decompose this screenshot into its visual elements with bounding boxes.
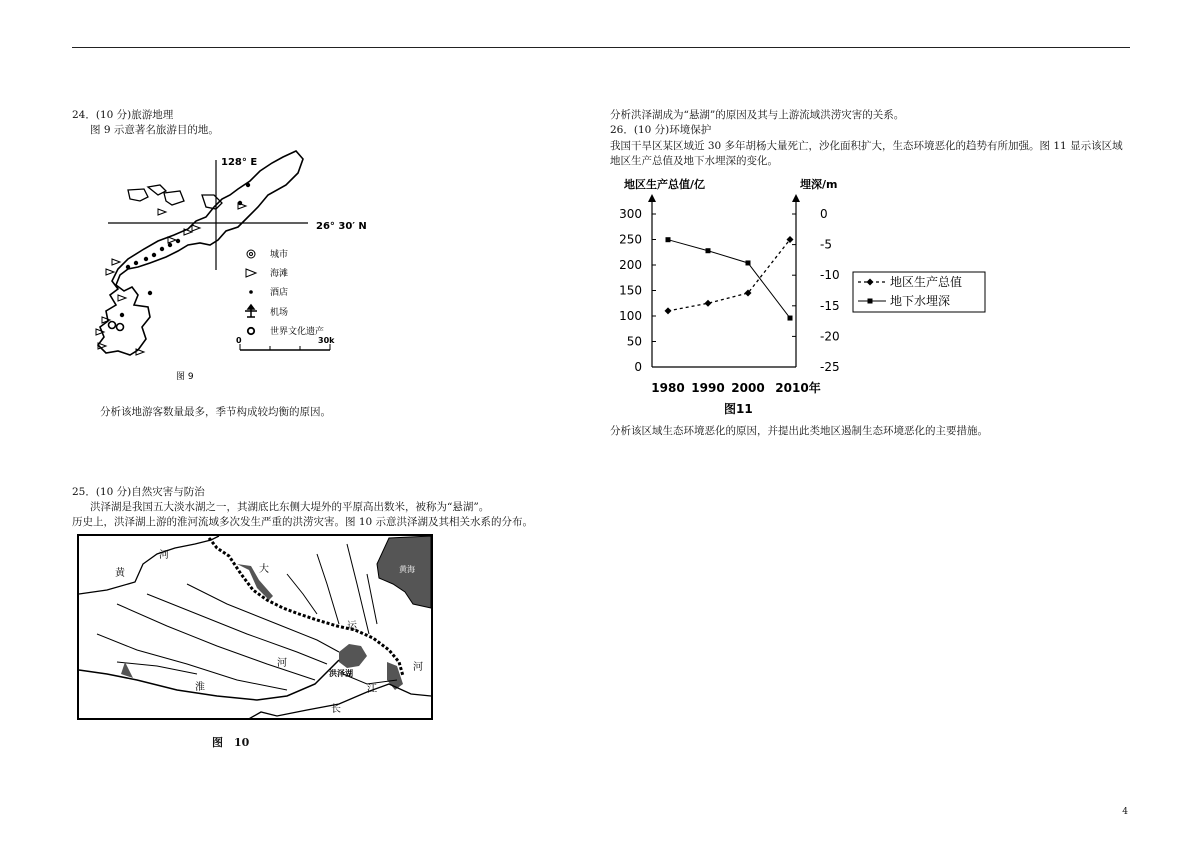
q25-line2: 历史上，洪泽湖上游的淮河流域多次发生严重的洪涝灾害。图 10 示意洪泽湖及其相关水系的分布。 [72, 516, 534, 528]
legend-gdp-label: 地区生产总值 [890, 275, 963, 289]
left-tick-label: 250 [619, 232, 642, 247]
svg-text:黄海: 黄海 [399, 565, 415, 574]
groundwater-point [788, 316, 793, 321]
page-number: 4 [1122, 807, 1128, 817]
q24-intro: 图 9 示意著名旅游目的地。 [90, 124, 219, 136]
q26-heading: 26．(10 分)环境保护 [610, 124, 712, 136]
svg-text:河: 河 [413, 662, 423, 673]
q25-heading: 25．(10 分)自然灾害与防治 [72, 486, 205, 498]
small-island [128, 189, 148, 201]
svg-text:长: 长 [331, 704, 341, 715]
left-tick-label: 0 [634, 360, 642, 374]
left-tick-label: 150 [619, 283, 642, 298]
x-tick-label: 2000 [731, 381, 765, 395]
scale-end: 30k [318, 336, 335, 345]
legend-hotel: 酒店 [270, 288, 289, 298]
legend-gw-marker [868, 299, 873, 304]
q25-question: 分析洪泽湖成为“悬湖”的原因及其与上游流域洪涝灾害的关系。 [610, 109, 905, 121]
series-line-groundwater [668, 240, 790, 318]
lat-label: 26° 30′ N [316, 221, 367, 232]
legend-beach: 海滩 [270, 269, 289, 279]
heritage-icon [248, 328, 254, 334]
svg-text:运: 运 [347, 621, 357, 632]
small-island [148, 185, 166, 195]
gdp-point [705, 300, 712, 307]
groundwater-point [666, 237, 671, 242]
groundwater-point [746, 260, 751, 265]
header-rule [72, 47, 1130, 48]
left-tick-label: 300 [619, 207, 642, 221]
airport-icon [245, 305, 257, 317]
legend-heritage: 世界文化遗产 [270, 327, 325, 337]
q26-line2: 地区生产总值及地下水埋深的变化。 [610, 155, 778, 167]
svg-text:洪泽湖: 洪泽湖 [329, 669, 353, 678]
left-tick-label: 100 [619, 309, 642, 323]
right-tick-label: 0 [820, 207, 828, 221]
svg-text:河: 河 [277, 658, 287, 669]
legend-airport: 机场 [270, 308, 289, 318]
heritage-marker [117, 324, 124, 331]
svg-text:大: 大 [259, 564, 269, 575]
figure-10-caption: 图 10 [212, 736, 250, 749]
hotel-markers [120, 183, 250, 317]
gdp-point [665, 307, 672, 314]
left-tick-label: 200 [619, 258, 642, 272]
figure-11-caption: 图11 [724, 402, 753, 416]
right-axis-arrow [792, 194, 800, 202]
heritage-marker [109, 322, 116, 329]
x-tick-label: 1980 [651, 381, 685, 395]
right-tick-label: -5 [820, 237, 832, 252]
x-tick-label: 1990 [691, 381, 725, 395]
legend-gw-label: 地下水埋深 [890, 294, 951, 308]
x-tick-label: 2010年 [775, 381, 821, 395]
svg-text:黄: 黄 [115, 568, 125, 579]
figure-11-chart [600, 170, 1000, 422]
groundwater-point [706, 248, 711, 253]
q24-question: 分析该地游客数量最多，季节构成较均衡的原因。 [100, 406, 331, 418]
right-axis-label: 埋深/m [800, 178, 838, 191]
q26-question: 分析该区域生态环境恶化的原因，并提出此类地区遏制生态环境恶化的主要措施。 [610, 425, 988, 437]
lon-label: 128° E [221, 157, 258, 168]
scale-start: 0 [236, 336, 242, 345]
figure-9-map [88, 145, 378, 390]
svg-text:江: 江 [367, 684, 377, 695]
right-tick-label: -20 [820, 329, 840, 344]
right-tick-label: -25 [820, 360, 840, 374]
right-tick-label: -15 [820, 298, 840, 313]
series-line-gdp [668, 240, 790, 311]
left-axis-arrow [648, 194, 656, 202]
svg-text:淮: 淮 [195, 682, 205, 693]
left-axis-label: 地区生产总值/亿 [624, 178, 706, 191]
figure-9-caption: 图 9 [176, 372, 194, 382]
q24-heading: 24．(10 分)旅游地理 [72, 109, 174, 121]
beach-icon [246, 269, 256, 277]
svg-text:河: 河 [159, 550, 169, 561]
figure-10-map [77, 534, 433, 720]
right-tick-label: -10 [820, 268, 840, 283]
q26-line1: 我国干旱区某区域近 30 多年胡杨大量死亡，沙化面积扩大，生态环境恶化的趋势有所加强。图 11 显示该区域 [610, 140, 1123, 152]
q25-line1: 洪泽湖是我国五大淡水湖之一，其湖底比东侧大堤外的平原高出数米，被称为“悬湖”。 [90, 501, 490, 513]
small-island [164, 191, 184, 205]
legend-city: 城市 [270, 250, 289, 260]
hotel-icon [249, 290, 253, 294]
city-icon [247, 250, 255, 258]
left-tick-label: 50 [626, 334, 642, 349]
